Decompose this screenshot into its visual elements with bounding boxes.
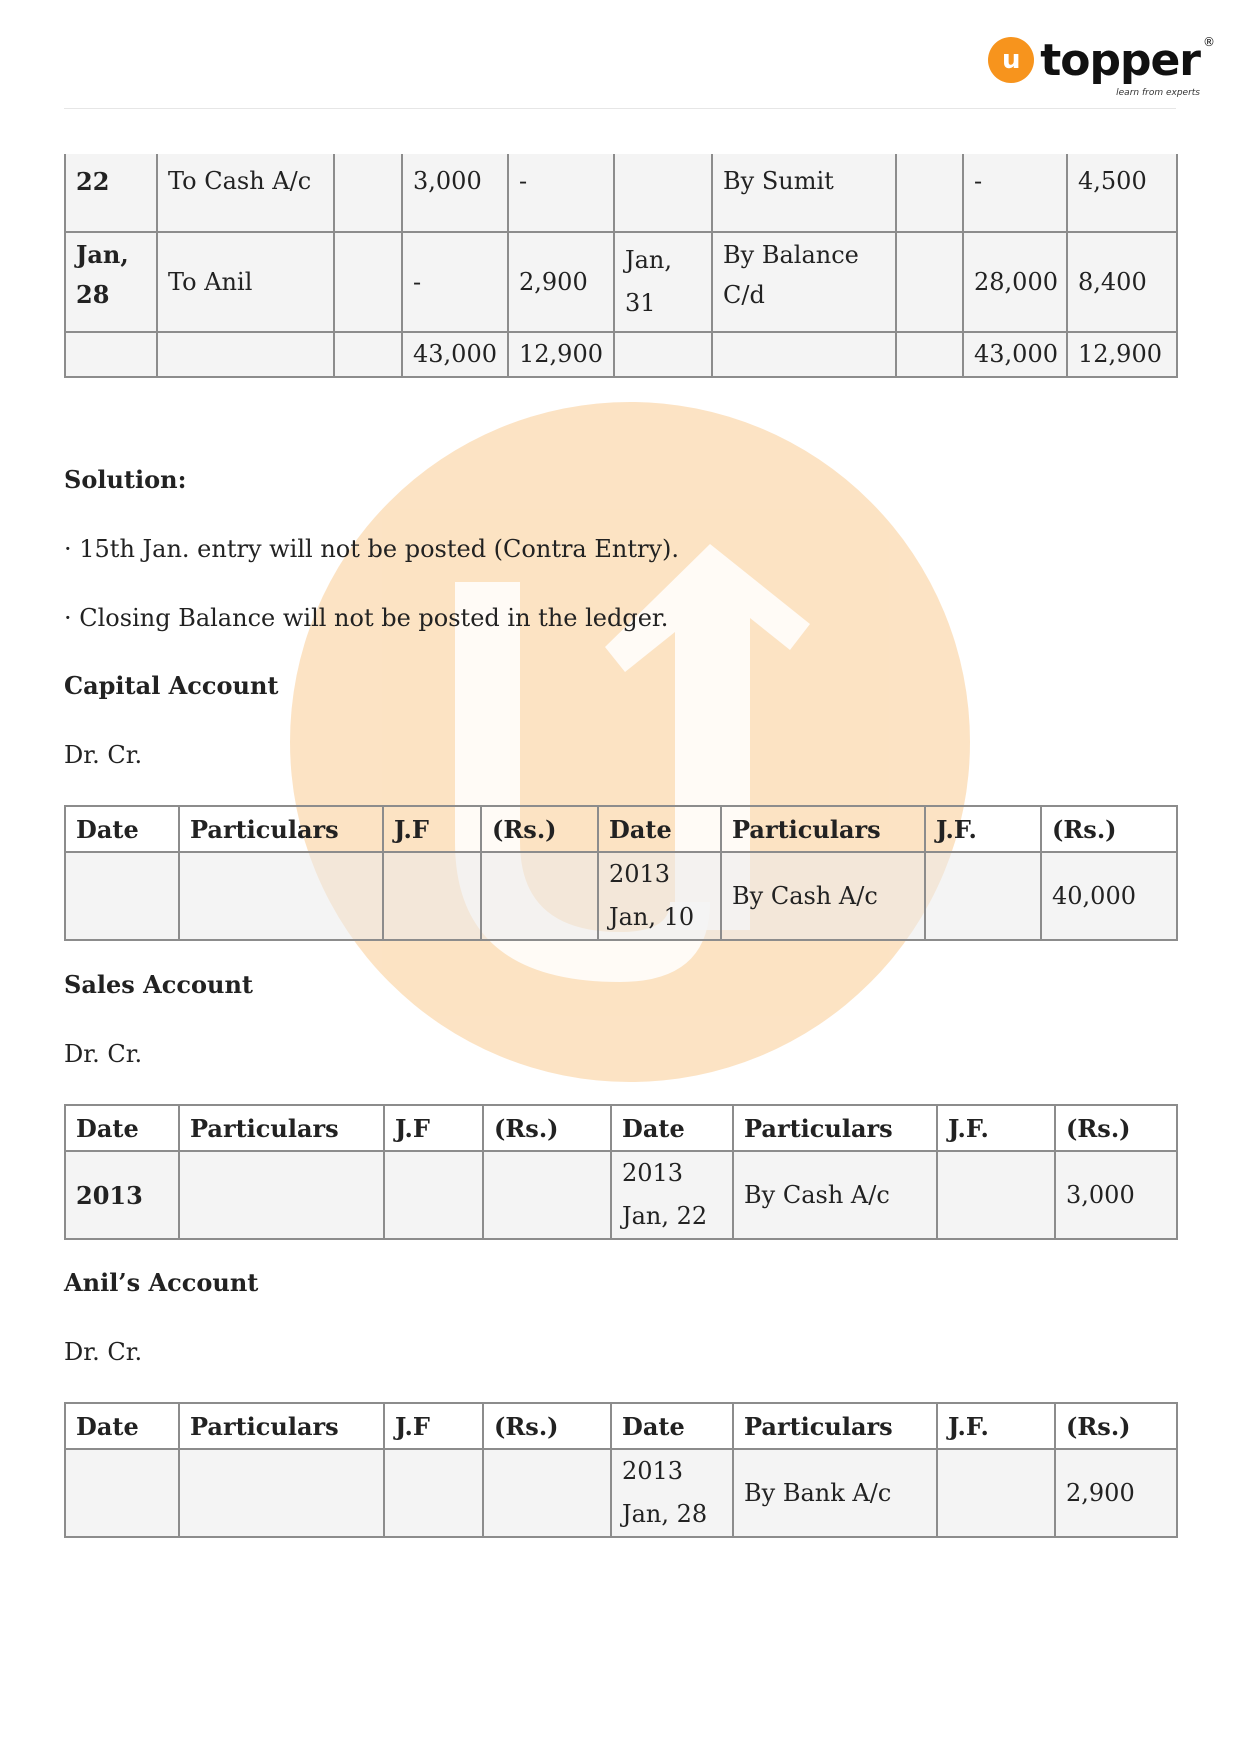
header-row xyxy=(65,806,1177,852)
cell xyxy=(179,852,383,940)
ledger-title: Anil’s Account xyxy=(64,1268,259,1297)
watermark-arrow-icon xyxy=(290,402,970,1082)
column-header: Particulars xyxy=(733,1105,937,1151)
cell: 28,000 xyxy=(963,232,1067,332)
dr-cr-label: Dr. Cr. xyxy=(64,1040,143,1068)
column-header: Date xyxy=(611,1105,733,1151)
cell: By Balance C/d xyxy=(712,232,896,332)
cell: 12,900 xyxy=(1067,332,1177,377)
capital-account-table xyxy=(64,805,1178,941)
column-header: Date xyxy=(598,806,721,852)
cell: 40,000 xyxy=(1041,852,1177,940)
column-header: (Rs.) xyxy=(1055,1403,1177,1449)
ledger-title: Capital Account xyxy=(64,671,279,700)
cell xyxy=(334,232,402,332)
cell: To Cash A/c xyxy=(157,154,334,232)
column-header: Particulars xyxy=(179,806,383,852)
header-row xyxy=(65,1105,1177,1151)
cell xyxy=(896,332,963,377)
table-row xyxy=(65,154,1177,232)
continued-ledger-table xyxy=(64,154,1178,378)
table-row xyxy=(65,852,1177,940)
cell: 8,400 xyxy=(1067,232,1177,332)
cell xyxy=(383,852,481,940)
dr-cr-label: Dr. Cr. xyxy=(64,741,143,769)
cell: By Cash A/c xyxy=(733,1151,937,1239)
anil-account-table xyxy=(64,1402,1178,1538)
brand-name xyxy=(1040,34,1214,98)
column-header: (Rs.) xyxy=(483,1403,611,1449)
cell: 4,500 xyxy=(1067,154,1177,232)
cell: 43,000 xyxy=(402,332,508,377)
cell xyxy=(483,1449,611,1537)
column-header: J.F xyxy=(383,806,481,852)
cell xyxy=(334,332,402,377)
column-header: (Rs.) xyxy=(481,806,598,852)
column-header: (Rs.) xyxy=(483,1105,611,1151)
dr-cr-label: Dr. Cr. xyxy=(64,1338,143,1366)
column-header: J.F. xyxy=(925,806,1041,852)
cell xyxy=(937,1449,1055,1537)
column-header: Particulars xyxy=(733,1403,937,1449)
cell: Jan, 31 xyxy=(614,232,712,332)
column-header: Particulars xyxy=(179,1105,384,1151)
brand-logo xyxy=(988,30,1214,98)
cell: 3,000 xyxy=(1055,1151,1177,1239)
cell xyxy=(384,1449,483,1537)
cell xyxy=(481,852,598,940)
table-row xyxy=(65,1449,1177,1537)
column-header: J.F xyxy=(384,1403,483,1449)
cell: - xyxy=(963,154,1067,232)
cell: 2013 Jan, 22 xyxy=(611,1151,733,1239)
cell: By Bank A/c xyxy=(733,1449,937,1537)
solution-point: · 15th Jan. entry will not be posted (Contra Entry). xyxy=(64,535,680,563)
cell xyxy=(896,232,963,332)
cell: 43,000 xyxy=(963,332,1067,377)
cell: 3,000 xyxy=(402,154,508,232)
cell xyxy=(334,154,402,232)
logo-mark-icon: u xyxy=(988,37,1034,83)
table-row xyxy=(65,1151,1177,1239)
column-header: (Rs.) xyxy=(1041,806,1177,852)
cell xyxy=(384,1151,483,1239)
cell: To Anil xyxy=(157,232,334,332)
header-divider xyxy=(64,108,1176,109)
cell: 2013 Jan, 28 xyxy=(611,1449,733,1537)
cell xyxy=(65,1449,179,1537)
cell: By Sumit xyxy=(712,154,896,232)
column-header: J.F. xyxy=(937,1105,1055,1151)
column-header: Particulars xyxy=(721,806,925,852)
cell: - xyxy=(402,232,508,332)
cell: 2013 xyxy=(65,1151,179,1239)
cell xyxy=(157,332,334,377)
column-header: Date xyxy=(65,1403,179,1449)
cell: - xyxy=(508,154,614,232)
cell: 2,900 xyxy=(508,232,614,332)
cell: 2,900 xyxy=(1055,1449,1177,1537)
cell xyxy=(614,332,712,377)
header-row xyxy=(65,1403,1177,1449)
cell: 12,900 xyxy=(508,332,614,377)
solution-point: · Closing Balance will not be posted in the ledger. xyxy=(64,604,669,632)
cell xyxy=(65,852,179,940)
brand-name-text: topper xyxy=(1040,34,1200,86)
column-header: Date xyxy=(65,806,179,852)
column-header: Date xyxy=(65,1105,179,1151)
column-header: (Rs.) xyxy=(1055,1105,1177,1151)
ledger-title: Sales Account xyxy=(64,970,253,999)
totals-row xyxy=(65,332,1177,377)
registered-mark: ® xyxy=(1203,34,1214,49)
cell xyxy=(179,1151,384,1239)
column-header: Date xyxy=(611,1403,733,1449)
cell xyxy=(483,1151,611,1239)
cell xyxy=(179,1449,384,1537)
cell: 22 xyxy=(65,154,157,232)
cell xyxy=(925,852,1041,940)
sales-account-table xyxy=(64,1104,1178,1240)
column-header: J.F. xyxy=(937,1403,1055,1449)
cell: By Cash A/c xyxy=(721,852,925,940)
cell: 2013 Jan, 10 xyxy=(598,852,721,940)
column-header: J.F xyxy=(384,1105,483,1151)
cell: Jan, 28 xyxy=(65,232,157,332)
watermark-logo xyxy=(290,402,970,1082)
cell xyxy=(614,154,712,232)
brand-tagline: learn from experts xyxy=(1116,87,1200,98)
cell xyxy=(65,332,157,377)
cell xyxy=(712,332,896,377)
column-header: Particulars xyxy=(179,1403,384,1449)
cell xyxy=(896,154,963,232)
cell xyxy=(937,1151,1055,1239)
table-row xyxy=(65,232,1177,332)
solution-title: Solution: xyxy=(64,465,187,494)
